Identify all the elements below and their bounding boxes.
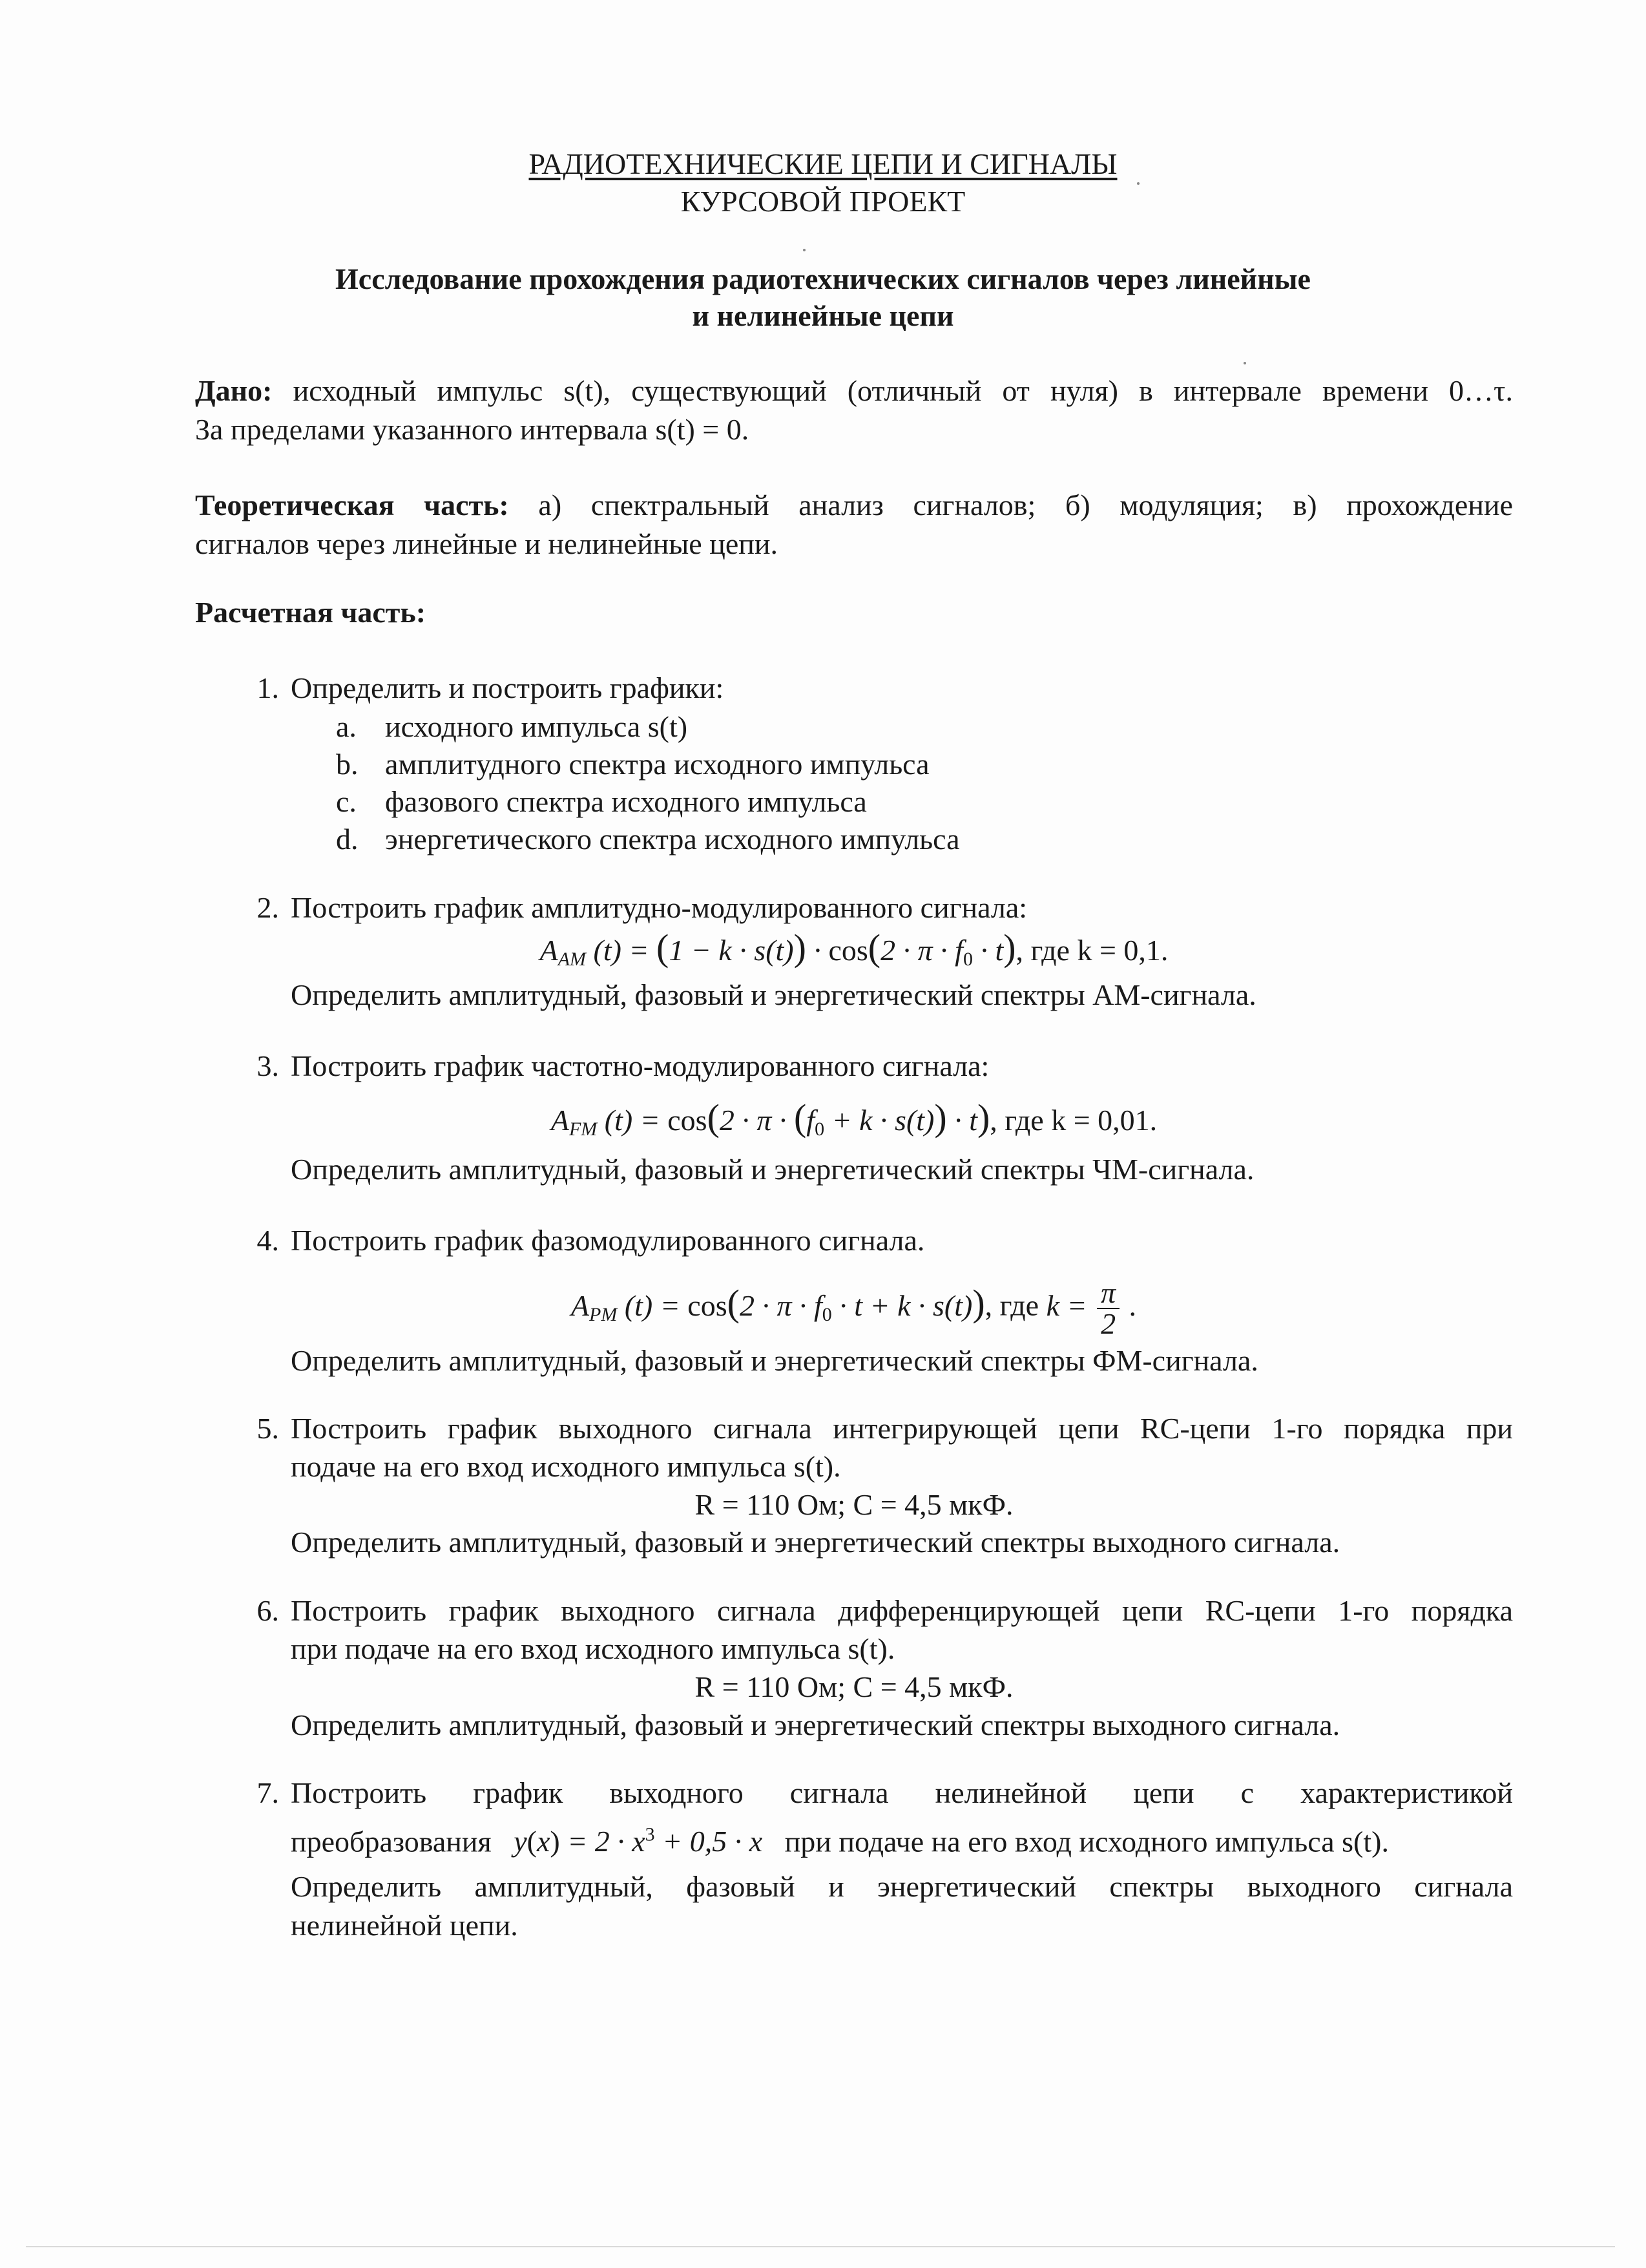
sub-item-letter: a. <box>336 710 357 743</box>
given-line2: За пределами указанного интервала s(t) = 0. <box>195 413 749 446</box>
sub-item-letter: b. <box>336 748 359 781</box>
item-7-line1: Построить график выходного сигнала нелинейной цепи с характеристикой <box>291 1776 1513 1809</box>
pm-k-expression: k = $\frac{\pi}{2}$ . <box>1046 1276 1138 1340</box>
item-7-line2-prefix: преобразования <box>291 1825 492 1858</box>
item-6-line1: Построить график выходного сигнала дифференцирующей цепи RC-цепи 1-го порядка <box>291 1594 1513 1627</box>
scan-speck <box>1137 182 1140 185</box>
item-5-line1: Построить график выходного сигнала интегрирующей цепи RC-цепи 1-го порядка при <box>291 1412 1513 1445</box>
item-7-footer-line1: Определить амплитудный, фазовый и энергетический спектры выходного сигнала <box>291 1870 1513 1903</box>
item-7-line2-suffix: при подаче на его вход исходного импульса s(t). <box>784 1825 1389 1858</box>
item-number: 1. <box>256 671 279 704</box>
item-6-params: R = 110 Ом; C = 4,5 мкФ. <box>694 1670 1014 1703</box>
scan-speck <box>1244 362 1246 364</box>
scan-speck <box>803 249 806 251</box>
theory-label: Теоретическая часть: <box>195 488 509 521</box>
item-number: 5. <box>256 1412 279 1445</box>
sub-item-text: фазового спектра исходного импульса <box>385 785 867 818</box>
fm-formula-expression: AFM (t) = cos(2 · π · (f0 + k · s(t)) · t) <box>550 1097 990 1140</box>
item-number: 2. <box>256 891 279 924</box>
item-3-footer: Определить амплитудный, фазовый и энергетический спектры ЧМ-сигнала. <box>291 1153 1255 1186</box>
item-5-footer: Определить амплитудный, фазовый и энергетический спектры выходного сигнала. <box>291 1526 1340 1559</box>
given-text1: исходный импульс s(t), существующий (отличный от нуля) в интервале времени 0…τ. <box>293 374 1514 407</box>
theory-line1 <box>195 486 1513 525</box>
item-5-line2: подаче на его вход исходного импульса s(t). <box>291 1450 841 1483</box>
am-formula-expression: AAM (t) = (1 − k · s(t)) · cos(2 · π · f0 · t) <box>539 927 1016 970</box>
sub-item-text: исходного импульса s(t) <box>385 710 688 743</box>
sub-item-text: энергетического спектра исходного импульса <box>385 823 960 856</box>
theory-paragraph <box>195 486 1513 563</box>
sub-item-text: амплитудного спектра исходного импульса <box>385 748 930 781</box>
given-label: Дано: <box>195 374 273 407</box>
topic-title-line2: и нелинейные цепи <box>692 299 954 332</box>
nonlinear-formula: $y(x) = 2 \cdot x^3 + 0,5 \cdot x$ <box>499 1824 778 1858</box>
item-number: 4. <box>256 1224 279 1257</box>
pm-formula-expression: APM (t) = cos(2 · π · f0 · t + k · s(t)) <box>570 1281 985 1325</box>
item-text: Определить и построить графики: <box>291 671 724 704</box>
item-7-footer-line2: нелинейной цепи. <box>291 1909 518 1942</box>
item-number: 3. <box>256 1049 279 1082</box>
sub-item-letter: d. <box>336 823 359 856</box>
item-6-footer: Определить амплитудный, фазовый и энергетический спектры выходного сигнала. <box>291 1708 1340 1741</box>
item-2-footer: Определить амплитудный, фазовый и энергетический спектры АМ-сигнала. <box>291 978 1256 1011</box>
item-text: Построить график фазомодулированного сигнала. <box>291 1224 925 1257</box>
theory-text1: а) спектральный анализ сигналов; б) модуляция; в) прохождение <box>538 488 1514 521</box>
document-title: РАДИОТЕХНИЧЕСКИЕ ЦЕПИ И СИГНАЛЫ <box>528 147 1118 180</box>
pm-formula-note: , где <box>984 1288 1039 1322</box>
am-formula-note: , где k = 0,1. <box>1016 934 1169 967</box>
fm-formula-note: , где k = 0,01. <box>990 1104 1158 1137</box>
pm-k-fraction: $\frac{\pi}{2}$ <box>1097 1278 1120 1339</box>
item-number: 6. <box>256 1594 279 1627</box>
item-5-params: R = 110 Ом; C = 4,5 мкФ. <box>694 1488 1014 1521</box>
item-6-line2: при подаче на его вход исходного импульса s(t). <box>291 1632 895 1665</box>
document-subtitle: КУРСОВОЙ ПРОЕКТ <box>680 185 966 218</box>
item-text: Построить график амплитудно-модулированного сигнала: <box>291 891 1028 924</box>
item-number: 7. <box>256 1776 279 1809</box>
pm-formula <box>195 1278 1513 1339</box>
item-7-line2 <box>291 1816 1389 1861</box>
item-text: Построить график частотно-модулированного сигнала: <box>291 1049 990 1082</box>
theory-line2: сигналов через линейные и нелинейные цепи. <box>195 527 778 560</box>
fm-formula <box>195 1098 1513 1149</box>
am-formula <box>195 929 1513 979</box>
topic-title-line1: Исследование прохождения радиотехнических сигналов через линейные <box>335 262 1311 295</box>
given-paragraph <box>195 372 1513 449</box>
sub-item-letter: c. <box>336 785 357 818</box>
scan-edge-line <box>26 2246 1615 2247</box>
given-line1 <box>195 372 1513 410</box>
item-4-footer: Определить амплитудный, фазовый и энергетический спектры ФМ-сигнала. <box>291 1344 1258 1377</box>
calc-heading: Расчетная часть: <box>195 596 426 629</box>
